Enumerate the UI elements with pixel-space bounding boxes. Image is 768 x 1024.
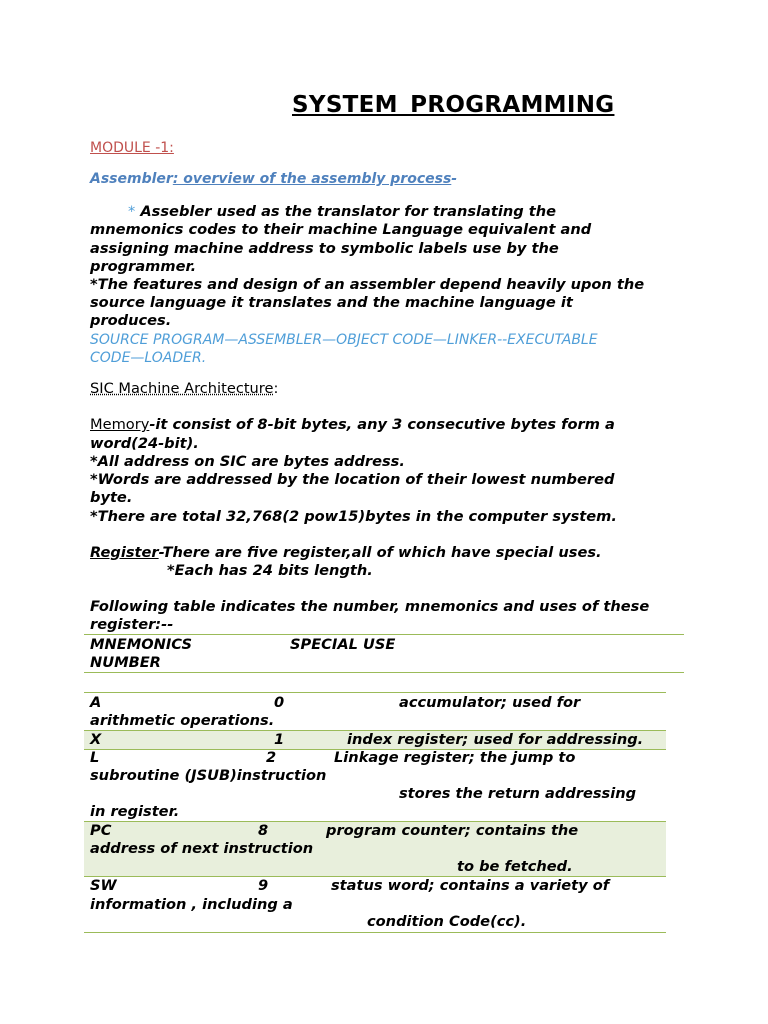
row-pc-use-3: to be fetched.: [457, 858, 573, 875]
assembler-heading-suffix: -: [451, 171, 458, 187]
header-mnemonics: MNEMONICS: [90, 636, 192, 653]
memory-line-5: *There are total 32,768(2 pow15)bytes in the computer system.: [90, 508, 617, 525]
row-pc-number: 8: [258, 822, 269, 839]
assembler-heading-link[interactable]: : overview of the assembly process: [172, 171, 452, 187]
row-sw-use-2: information , including a: [90, 896, 293, 913]
row-pc-use-1: program counter; contains the: [326, 822, 579, 839]
row-l-mnemonic: L: [90, 749, 100, 766]
row-a-number: 0: [274, 694, 285, 711]
register-line-0: Register-There are five register,all of which have special uses.: [90, 544, 602, 561]
intro-line-4: *The features and design of an assembler depend heavily upon the: [90, 276, 645, 293]
header-number: NUMBER: [90, 654, 161, 671]
row-x-use-1: index register; used for addressing.: [347, 731, 644, 748]
row-sw-number: 9: [258, 877, 269, 894]
memory-label: Memory: [90, 416, 150, 433]
table-rule-body-top: [84, 692, 666, 693]
register-line-1: *Each has 24 bits length.: [167, 562, 373, 579]
row-a-mnemonic: A: [90, 694, 102, 711]
row-l-use-4: in register.: [90, 803, 180, 820]
table-rule-bottom: [84, 932, 666, 933]
intro-line-3: programmer.: [90, 258, 197, 275]
memory-line-3: *Words are addressed by the location of their lowest numbered: [90, 471, 615, 488]
row-a-use-2: arithmetic operations.: [90, 712, 275, 729]
row-x-number: 1: [274, 731, 285, 748]
assembler-heading: [90, 171, 457, 187]
row-l-number: 2: [266, 749, 277, 766]
memory-line-0: Memory-it consist of 8-bit bytes, any 3 consecutive bytes form a: [90, 416, 615, 433]
intro-line-1: mnemonics codes to their machine Language equivalent and: [90, 221, 592, 238]
row-l-use-1: Linkage register; the jump to: [334, 749, 576, 766]
row-l-use-2: subroutine (JSUB)instruction: [90, 767, 327, 784]
row-l-use-3: stores the return addressing: [399, 785, 637, 802]
sic-heading: SIC Machine Architecture:: [90, 380, 279, 397]
table-intro-0: Following table indicates the number, mnemonics and uses of these: [90, 598, 650, 615]
table-rule-top: [84, 634, 684, 635]
row-pc-mnemonic: PC: [90, 822, 112, 839]
row-a-use-1: accumulator; used for: [399, 694, 581, 711]
row-sw-use-3: condition Code(cc).: [367, 913, 527, 930]
header-special-use: SPECIAL USE: [290, 636, 396, 653]
intro-line-5: source language it translates and the machine language it: [90, 294, 573, 311]
row-sw-mnemonic: SW: [90, 877, 117, 894]
row-pc-use-2: address of next instruction: [90, 840, 314, 857]
bullet-marker: *: [128, 203, 136, 220]
memory-line-1: word(24-bit).: [90, 435, 199, 452]
table-intro-1: register:--: [90, 616, 174, 633]
flow-line-1: CODE—LOADER.: [90, 350, 207, 366]
flow-line-0: SOURCE PROGRAM—ASSEMBLER—OBJECT CODE—LINKER--EXECUTABLE: [90, 332, 598, 348]
assembler-heading-prefix: Assembler: [90, 171, 173, 187]
intro-line-6: produces.: [90, 312, 172, 329]
row-x-mnemonic: X: [90, 731, 102, 748]
intro-line-0: * Assebler used as the translator for translating the: [128, 203, 557, 220]
table-rule-header: [84, 672, 684, 673]
memory-line-4: byte.: [90, 489, 133, 506]
intro-line-2: assigning machine address to symbolic labels use by the: [90, 240, 559, 257]
module-heading: MODULE -1:: [90, 140, 174, 156]
register-label: Register: [90, 544, 159, 561]
memory-line-2: *All address on SIC are bytes address.: [90, 453, 405, 470]
sic-heading-label: SIC Machine Architecture: [90, 380, 274, 397]
row-sw-use-1: status word; contains a variety of: [331, 877, 610, 894]
page-title: SYSTEM PROGRAMMING: [292, 92, 615, 118]
